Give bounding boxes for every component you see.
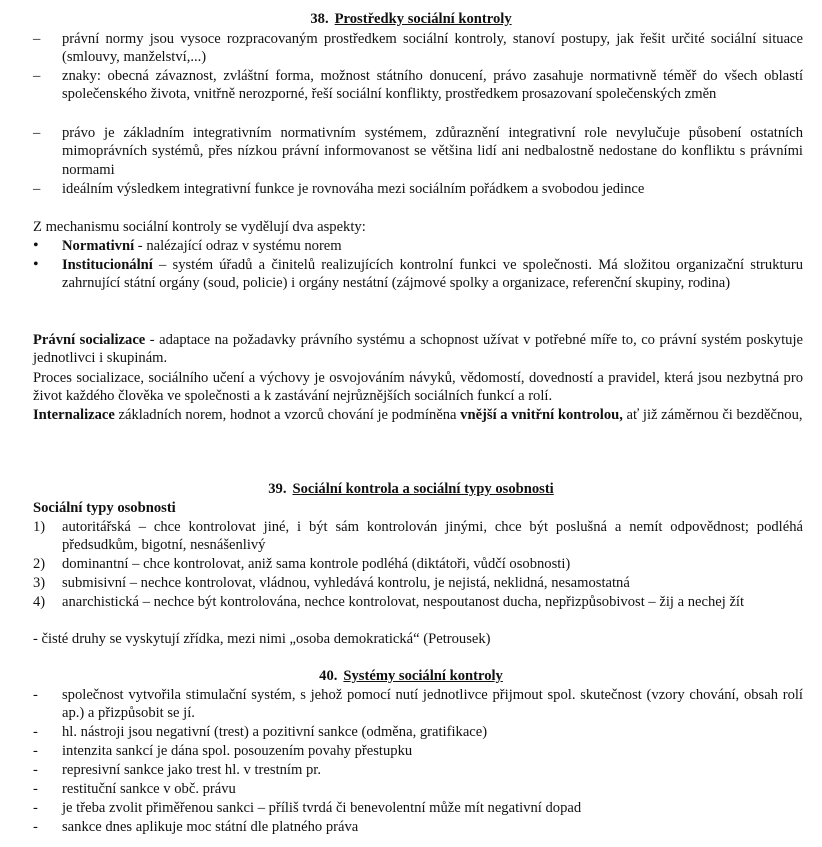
section-39-number: 39. [268, 481, 287, 497]
list-item-text: submisivní – nechce kontrolovat, vládnou, vyhledává kontrolu, je nejistá, neklidná, nesamostatná [62, 575, 630, 591]
list-item [33, 780, 803, 798]
hyphen-marker: - [33, 800, 38, 816]
list-item [33, 593, 803, 611]
number-marker: 1) [33, 519, 46, 535]
aspect-term: Institucionální [62, 257, 153, 273]
aspect-text: – systém úřadů a činitelů realizujících kontrolní funkci ve společnosti. Má složitou organizační strukturu zahrnující státní orgány (soud, policie) i orgány nestátní (zájmové spolky a organizace, referenční skupiny, rodina) [62, 257, 803, 292]
section-39-heading [0, 480, 822, 498]
hyphen-marker: - [33, 762, 38, 778]
list-item-text [33, 256, 803, 293]
list-item [33, 818, 803, 836]
section-39-title: Sociální kontrola a sociální typy osobnosti [292, 481, 554, 497]
list-item-text: právní normy jsou vysoce rozpracovaným prostředkem sociální kontroly, stanoví postupy, jak řešit určité sociální situace (smlouvy, manželství,...) [62, 31, 803, 66]
bullet-marker: • [33, 237, 39, 254]
section-40-number: 40. [319, 668, 338, 684]
internalization-term: Internalizace [33, 407, 115, 423]
dash-marker: – [33, 68, 41, 84]
dash-marker: – [33, 31, 41, 47]
list-item-text: ideálním výsledkem integrativní funkce je rovnováha mezi sociálním pořádkem a svobodou jedince [62, 181, 645, 197]
internalization-paragraph [33, 406, 803, 424]
socialization-text: - adaptace na požadavky právního systému a schopnost užívat v potřebné míře to, co právní systém poskytuje jednotlivci i skupinám. [33, 332, 803, 367]
socialization-term: Právní socializace [33, 332, 146, 348]
list-item [33, 67, 803, 104]
list-item [33, 256, 803, 293]
list-item [33, 237, 803, 255]
list-item [33, 124, 803, 179]
list-item [33, 180, 803, 198]
list-item [33, 686, 803, 723]
list-item [33, 574, 803, 592]
list-item [33, 30, 803, 67]
dash-marker: – [33, 125, 41, 141]
types-subheading: Sociální typy osobnosti [33, 500, 176, 516]
list-item-text: je třeba zvolit přiměřenou sankci – příliš tvrdá či benevolentní může mít negativní dopad [62, 800, 582, 816]
number-marker: 4) [33, 594, 46, 610]
section-38-heading [0, 10, 822, 28]
section-40-heading [0, 667, 822, 685]
internalization-text: základních norem, hodnot a vzorců chování je podmíněna [114, 407, 461, 423]
section-40-title: Systémy sociální kontroly [343, 668, 503, 684]
list-item-text: represivní sankce jako trest hl. v trestním pr. [62, 762, 321, 778]
hyphen-marker: - [33, 743, 38, 759]
section-38-title: Prostředky sociální kontroly [334, 11, 512, 27]
hyphen-marker: - [33, 819, 38, 835]
list-item-text: dominantní – chce kontrolovat, aniž sama kontrole podléhá (diktátoři, vůdčí osobnosti) [62, 556, 571, 572]
list-item-text: anarchistická – nechce být kontrolována, nechce kontrolovat, nespoutanost ducha, nepřizpůsobivost – žij a nechej žít [62, 594, 745, 610]
list-item [33, 799, 803, 817]
socialization-paragraph [33, 331, 803, 368]
list-item [33, 761, 803, 779]
types-note: - čisté druhy se vyskytují zřídka, mezi nimi „osoba demokratická“ (Petrousek) [33, 631, 491, 647]
bullet-marker: • [33, 256, 39, 273]
list-item-text: hl. nástroji jsou negativní (trest) a pozitivní sankce (odměna, gratifikace) [62, 724, 488, 740]
dash-marker: – [33, 181, 41, 197]
list-item-text: restituční sankce v obč. právu [62, 781, 236, 797]
list-item [33, 555, 803, 573]
aspect-term: Normativní [62, 238, 135, 254]
internalization-text-end: ať již záměrnou či bezděčnou, [622, 407, 803, 423]
list-item-text: sankce dnes aplikuje moc státní dle platného práva [62, 819, 359, 835]
section-38-number: 38. [310, 11, 329, 27]
list-item [33, 518, 803, 555]
internalization-bold: vnější a vnitřní kontrolou, [460, 407, 623, 423]
list-item [33, 742, 803, 760]
hyphen-marker: - [33, 781, 38, 797]
number-marker: 2) [33, 556, 46, 572]
aspect-text: - nalézající odraz v systému norem [134, 238, 342, 254]
aspects-intro: Z mechanismu sociální kontroly se vydělují dva aspekty: [33, 219, 366, 235]
process-paragraph: Proces socializace, sociálního učení a výchovy je osvojováním návyků, vědomostí, dovedností a pravidel, která jsou nezbytná pro život každého člověka ve společnosti a k zastávání nejrůznějších sociálních funkcí a rolí. [33, 370, 803, 405]
list-item-text: společnost vytvořila stimulační systém, s jehož pomocí nutí jednotlivce přijmout spol. skutečnost (vzory chování, obsah rolí ap.) a přizpůsobit se jí. [62, 687, 803, 722]
list-item-text: znaky: obecná závaznost, zvláštní forma, možnost státního donucení, právo zasahuje normativně téměř do všech oblastí společenského života, vnitřně nerozporné, řeší sociální konflikty, prostředkem prosazovaní společenských změn [62, 68, 803, 103]
list-item-text: intenzita sankcí je dána spol. posouzením povahy přestupku [62, 743, 413, 759]
hyphen-marker: - [33, 724, 38, 740]
number-marker: 3) [33, 575, 46, 591]
list-item-text: autoritářská – chce kontrolovat jiné, i být sám kontrolován jinými, chce být poslušná a nemít odpovědnost; podléhá předsudkům, bigotní, nesnášenlivý [62, 519, 803, 554]
list-item-text [33, 237, 803, 255]
list-item [33, 723, 803, 741]
hyphen-marker: - [33, 687, 38, 703]
list-item-text: právo je základním integrativním normativním systémem, zdůraznění integrativní role nevylučuje působení ostatních mimoprávních systémů, přes nízkou právní informovanost se většina lidí ani nedbalostně nedostane do konfliktu s právními normami [62, 125, 803, 178]
